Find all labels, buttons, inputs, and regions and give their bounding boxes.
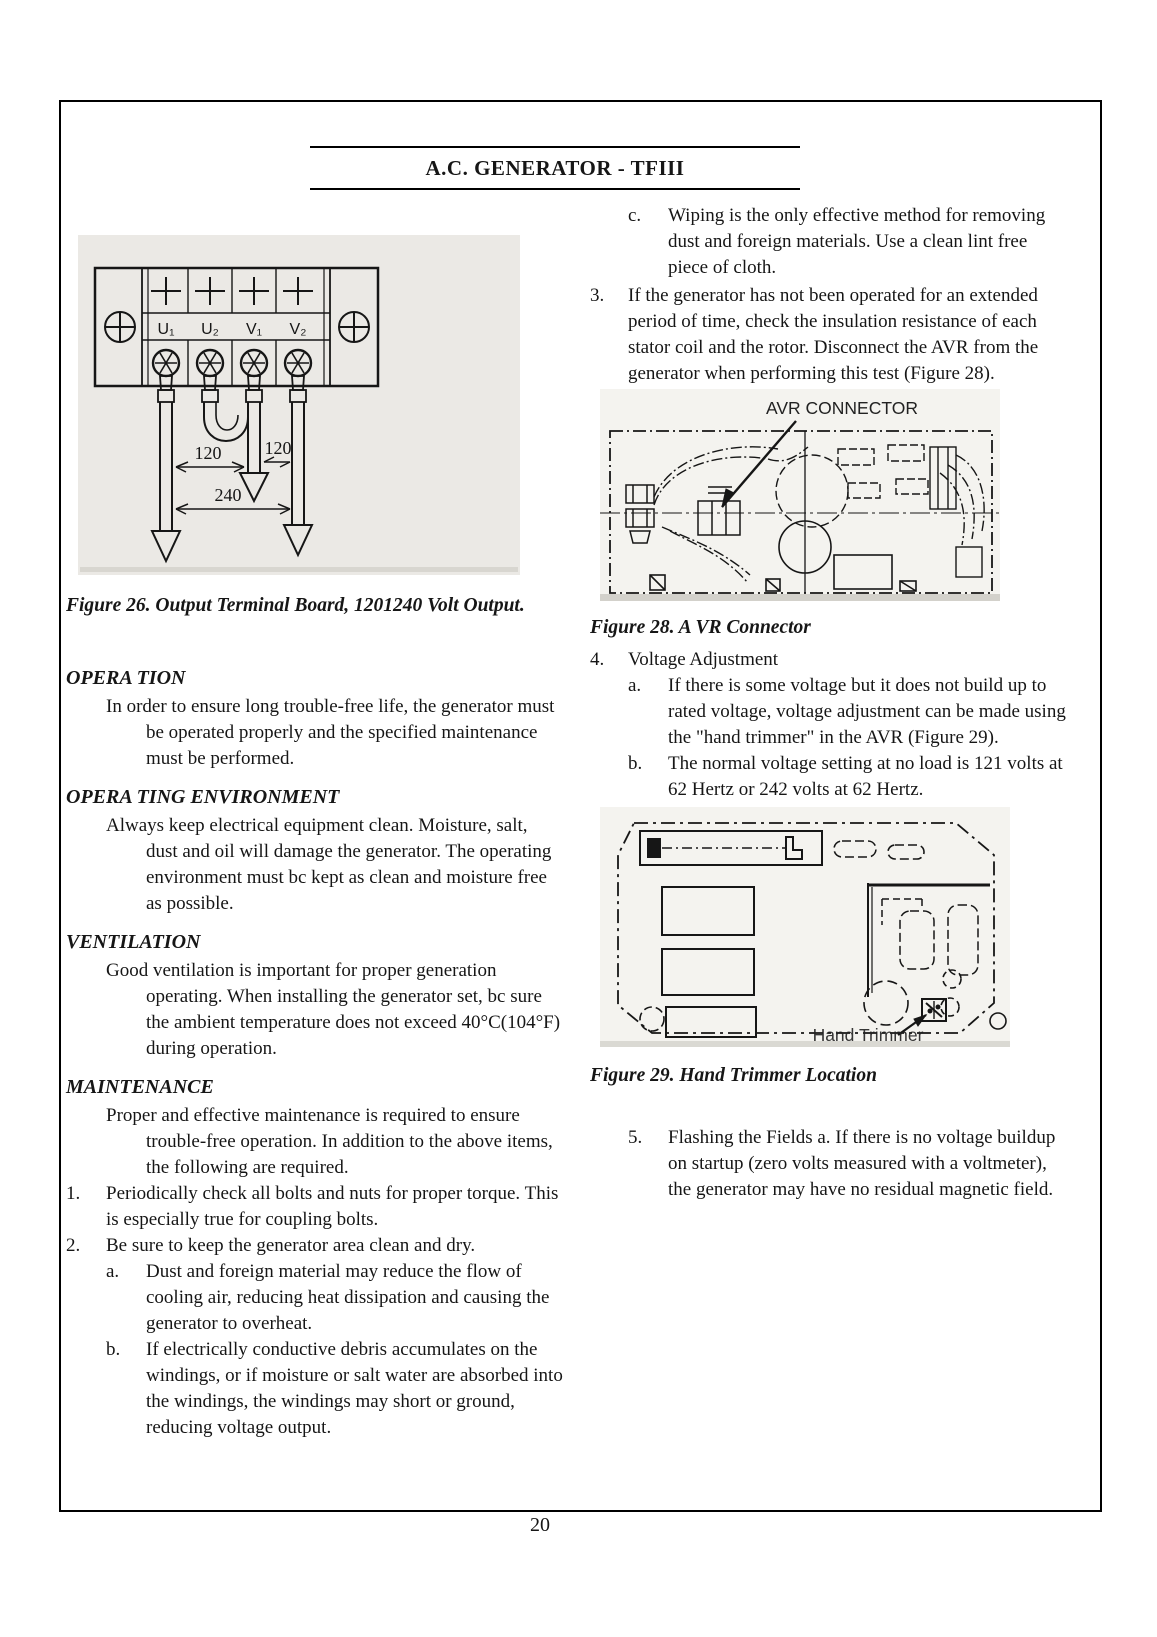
section-body-operation: In order to ensure long trouble-free life, the generator must be operated properly and the specified maintenance must be performed.	[106, 696, 555, 769]
list-item-2-number: 2.	[66, 1235, 81, 1256]
list-item-2a	[106, 1259, 563, 1337]
list-item-2	[66, 1233, 563, 1259]
list-item-2a-text: Dust and foreign material may reduce the flow of cooling air, reducing heat dissipation and causing the generator to overheat.	[146, 1261, 550, 1334]
figure-26	[78, 235, 520, 575]
figure-28	[600, 389, 1000, 601]
page-header	[310, 146, 800, 190]
list-item-3-text: If the generator has not been operated for an extended period of time, check the insulation resistance of each stator coil and the rotor. Disconnect the AVR from the generator when performing this test (Figure 28).	[628, 285, 1039, 384]
left-column	[66, 235, 563, 1441]
terminal-label-u2: U₂	[201, 321, 219, 338]
list-item-3	[590, 283, 1068, 387]
list-item-2b	[106, 1337, 563, 1441]
list-item-4a-letter: a.	[628, 675, 642, 696]
avr-board-drawing	[600, 807, 1010, 1047]
list-item-c-text: Wiping is the only effective method for removing dust and foreign materials. Use a clean lint free piece of cloth.	[668, 205, 1046, 278]
list-item-4a	[628, 673, 1068, 751]
figure-29-caption: Figure 29. Hand Trimmer Location	[590, 1065, 877, 1086]
list-item-4b	[628, 751, 1068, 803]
page-number: 20	[530, 1514, 550, 1536]
list-item-1-text: Periodically check all bolts and nuts for proper torque. This is especially true for coupling bolts.	[106, 1183, 559, 1230]
list-item-1-number: 1.	[66, 1183, 81, 1204]
section-heading-maintenance: MAINTENANCE	[66, 1076, 214, 1098]
page-title: A.C. GENERATOR - TFIII	[425, 156, 685, 180]
list-item-4-text: Voltage Adjustment	[628, 649, 779, 670]
list-item-5-number: 5.	[628, 1127, 643, 1148]
figure-26-caption: Figure 26. Output Terminal Board, 1201240 Volt Output.	[66, 595, 525, 616]
figure-29	[600, 807, 1010, 1047]
list-item-c-letter: c.	[628, 205, 642, 226]
dim-240: 240	[214, 485, 242, 505]
list-item-4	[590, 647, 1068, 673]
terminal-label-v2: V₂	[289, 321, 307, 338]
section-heading-operation: OPERA TION	[66, 667, 186, 689]
list-item-2b-text: If electrically conductive debris accumulates on the windings, or if moisture or salt water are absorbed into the windings, the windings may short or ground, reducing voltage output.	[146, 1339, 563, 1438]
right-column	[590, 203, 1068, 1203]
list-item-2b-letter: b.	[106, 1339, 121, 1360]
terminal-label-v1: V₁	[245, 321, 263, 338]
terminal-label-u1: U₁	[157, 321, 175, 338]
list-item-2-text: Be sure to keep the generator area clean and dry.	[106, 1235, 476, 1256]
section-body-maintenance: Proper and effective maintenance is required to ensure trouble-free operation. In addition to the above items, the following are required.	[106, 1105, 553, 1178]
dim-120-right: 120	[264, 438, 292, 458]
section-heading-ventilation: VENTILATION	[66, 931, 201, 953]
section-body-operating-environment: Always keep electrical equipment clean. Moisture, salt, dust and oil will damage the generator. The operating environment must bc kept as clean and moisture free as possible.	[106, 815, 552, 914]
hand-trimmer-label: Hand Trimmer	[812, 1025, 924, 1045]
section-heading-operating-environment: OPERA TING ENVIRONMENT	[66, 786, 340, 808]
list-item-4b-text: The normal voltage setting at no load is 121 volts at 62 Hertz or 242 volts at 62 Hertz.	[668, 753, 1063, 800]
output-terminal-board-drawing	[78, 235, 520, 575]
list-item-4b-letter: b.	[628, 753, 643, 774]
dim-120-left: 120	[194, 443, 222, 463]
list-item-4-number: 4.	[590, 649, 605, 670]
list-item-5	[628, 1125, 1068, 1203]
section-body-ventilation: Good ventilation is important for proper generation operating. When installing the generator set, bc sure the ambient temperature does not exceed 40°C(104°F) during operation.	[106, 960, 561, 1059]
avr-connector-label: AVR CONNECTOR	[765, 398, 919, 418]
list-item-4a-text: If there is some voltage but it does not build up to rated voltage, voltage adjustment can be made using the "hand trimmer" in the AVR (Figure 29).	[668, 675, 1066, 748]
list-item-3-number: 3.	[590, 285, 605, 306]
list-item-2a-letter: a.	[106, 1261, 120, 1282]
figure-28-caption: Figure 28. A VR Connector	[590, 617, 811, 638]
list-item-1	[66, 1181, 563, 1233]
list-item-5-text: Flashing the Fields a. If there is no voltage buildup on startup (zero volts measured with a voltmeter), the generator may have no residual magnetic field.	[668, 1127, 1056, 1200]
list-item-c	[628, 203, 1068, 281]
avr-connector-drawing	[600, 389, 1000, 601]
